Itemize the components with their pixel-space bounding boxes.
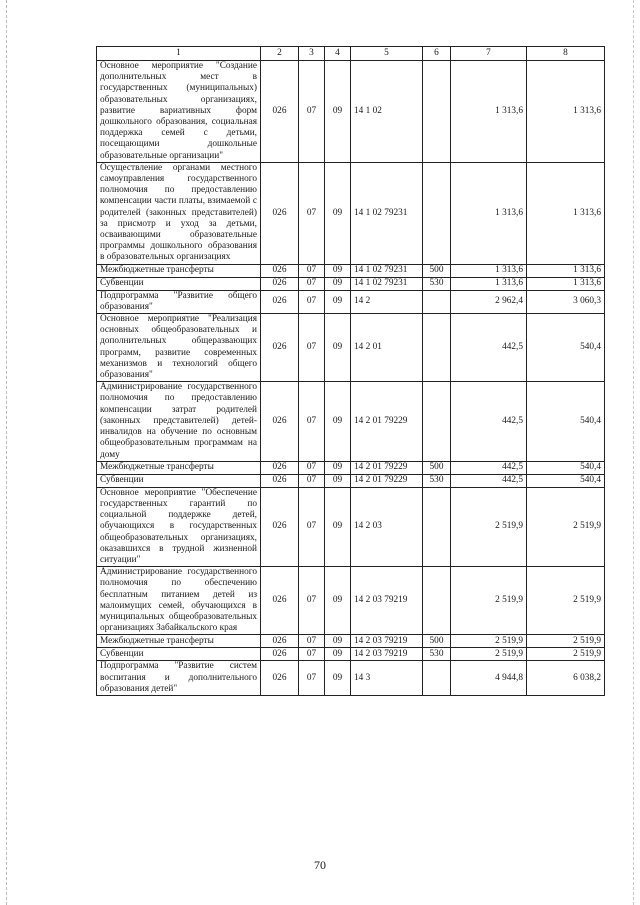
row-name: Субвенции <box>97 474 261 487</box>
row-name: Межбюджетные трансферты <box>97 461 261 474</box>
row-name: Субвенции <box>97 648 261 661</box>
row-section-code: 07 <box>299 264 325 277</box>
row-subsection-code: 09 <box>325 61 351 163</box>
row-amount-col8: 2 519,9 <box>527 567 605 635</box>
row-ministry-code: 026 <box>261 290 299 313</box>
row-expense-type <box>423 61 451 163</box>
row-amount-col7: 2 519,9 <box>451 567 527 635</box>
row-ministry-code: 026 <box>261 635 299 648</box>
row-name: Основное мероприятие "Обеспечение государственных гарантий по социальной поддержке детей, обучающихся в государственных общеобразовательных организациях, оказавшихся в трудной жизненной ситуации" <box>97 487 261 566</box>
row-ministry-code: 026 <box>261 314 299 382</box>
row-amount-col7: 1 313,6 <box>451 162 527 264</box>
row-name: Основное мероприятие "Создание дополнительных мест в государственных (муниципальных) образовательных организациях, развитие вариативных форм дошкольного образования, социальная поддержка семей с детьми, посещающими дошкольные образовательные организации" <box>97 61 261 163</box>
row-name: Администрирование государственного полномочия по обеспечению бесплатным питанием детей из малоимущих семей, обучающихся в муниципальных общеобразовательных организациях Забайкальского края <box>97 567 261 635</box>
row-target-article: 14 2 03 79219 <box>351 648 423 661</box>
row-subsection-code: 09 <box>325 264 351 277</box>
table-row <box>97 567 605 635</box>
row-section-code: 07 <box>299 567 325 635</box>
row-amount-col8: 540,4 <box>527 314 605 382</box>
row-expense-type: 500 <box>423 461 451 474</box>
scan-edge-left <box>6 0 7 905</box>
row-name: Администрирование государственного полномочия по предоставлению компенсации затрат родителей (законных представителей) детей-инвалидов на обучение по основным общеобразовательным программам на дому <box>97 382 261 461</box>
budget-table <box>96 46 605 696</box>
row-subsection-code: 09 <box>325 661 351 696</box>
row-target-article: 14 2 03 <box>351 487 423 566</box>
table-header-row <box>97 47 605 61</box>
row-amount-col7: 2 962,4 <box>451 290 527 313</box>
row-amount-col8: 6 038,2 <box>527 661 605 696</box>
table-row <box>97 635 605 648</box>
row-subsection-code: 09 <box>325 648 351 661</box>
row-expense-type <box>423 162 451 264</box>
row-expense-type <box>423 382 451 461</box>
row-section-code: 07 <box>299 487 325 566</box>
row-section-code: 07 <box>299 382 325 461</box>
table-row <box>97 487 605 566</box>
row-name: Субвенции <box>97 277 261 290</box>
table-row <box>97 648 605 661</box>
row-amount-col8: 2 519,9 <box>527 648 605 661</box>
row-amount-col8: 2 519,9 <box>527 487 605 566</box>
row-name: Основное мероприятие "Реализация основных общеобразовательных и дополнительных общеразвающих программ, развитие современных механизмов и технологий общего образования" <box>97 314 261 382</box>
row-section-code: 07 <box>299 661 325 696</box>
table-row <box>97 474 605 487</box>
row-section-code: 07 <box>299 648 325 661</box>
row-expense-type: 500 <box>423 264 451 277</box>
row-subsection-code: 09 <box>325 474 351 487</box>
row-amount-col8: 540,4 <box>527 461 605 474</box>
header-col-8: 8 <box>527 47 605 61</box>
row-name: Подпрограмма "Развитие общего образования" <box>97 290 261 313</box>
row-target-article: 14 2 03 79219 <box>351 635 423 648</box>
row-amount-col8: 2 519,9 <box>527 635 605 648</box>
row-ministry-code: 026 <box>261 474 299 487</box>
row-amount-col7: 2 519,9 <box>451 635 527 648</box>
row-ministry-code: 026 <box>261 461 299 474</box>
row-expense-type <box>423 314 451 382</box>
row-expense-type <box>423 290 451 313</box>
row-target-article: 14 3 <box>351 661 423 696</box>
row-subsection-code: 09 <box>325 162 351 264</box>
row-amount-col7: 1 313,6 <box>451 277 527 290</box>
row-ministry-code: 026 <box>261 661 299 696</box>
row-section-code: 07 <box>299 461 325 474</box>
page-number: 70 <box>314 858 326 872</box>
row-amount-col7: 442,5 <box>451 474 527 487</box>
row-target-article: 14 2 03 79219 <box>351 567 423 635</box>
row-ministry-code: 026 <box>261 648 299 661</box>
row-target-article: 14 2 01 79229 <box>351 474 423 487</box>
header-col-6: 6 <box>423 47 451 61</box>
row-expense-type <box>423 567 451 635</box>
row-amount-col8: 1 313,6 <box>527 162 605 264</box>
row-amount-col7: 442,5 <box>451 382 527 461</box>
row-expense-type: 500 <box>423 635 451 648</box>
row-amount-col7: 4 944,8 <box>451 661 527 696</box>
row-ministry-code: 026 <box>261 487 299 566</box>
row-amount-col8: 540,4 <box>527 474 605 487</box>
row-subsection-code: 09 <box>325 277 351 290</box>
row-name: Осуществление органами местного самоуправления государственного полномочия по предоставлению компенсации части платы, взимаемой с родителей (законных представителей) за присмотр и уход за детьми, осваивающими образовательные программы дошкольного образования в образовательных организациях <box>97 162 261 264</box>
header-col-2: 2 <box>261 47 299 61</box>
row-section-code: 07 <box>299 61 325 163</box>
row-ministry-code: 026 <box>261 277 299 290</box>
row-section-code: 07 <box>299 635 325 648</box>
row-name: Межбюджетные трансферты <box>97 264 261 277</box>
row-subsection-code: 09 <box>325 290 351 313</box>
row-amount-col7: 442,5 <box>451 461 527 474</box>
row-expense-type: 530 <box>423 474 451 487</box>
row-section-code: 07 <box>299 290 325 313</box>
table-row <box>97 661 605 696</box>
row-ministry-code: 026 <box>261 61 299 163</box>
row-expense-type <box>423 487 451 566</box>
row-section-code: 07 <box>299 314 325 382</box>
row-target-article: 14 1 02 <box>351 61 423 163</box>
row-target-article: 14 1 02 79231 <box>351 162 423 264</box>
row-subsection-code: 09 <box>325 487 351 566</box>
row-subsection-code: 09 <box>325 567 351 635</box>
row-target-article: 14 2 01 79229 <box>351 382 423 461</box>
row-name: Межбюджетные трансферты <box>97 635 261 648</box>
row-amount-col8: 1 313,6 <box>527 264 605 277</box>
header-col-3: 3 <box>299 47 325 61</box>
table-row <box>97 162 605 264</box>
row-subsection-code: 09 <box>325 635 351 648</box>
row-amount-col8: 3 060,3 <box>527 290 605 313</box>
header-col-4: 4 <box>325 47 351 61</box>
row-amount-col8: 1 313,6 <box>527 61 605 163</box>
row-target-article: 14 1 02 79231 <box>351 277 423 290</box>
table-row <box>97 61 605 163</box>
table-row <box>97 382 605 461</box>
table-row <box>97 461 605 474</box>
header-col-1: 1 <box>97 47 261 61</box>
row-section-code: 07 <box>299 162 325 264</box>
row-section-code: 07 <box>299 474 325 487</box>
row-section-code: 07 <box>299 277 325 290</box>
row-name: Подпрограмма "Развитие систем воспитания и дополнительного образования детей" <box>97 661 261 696</box>
header-col-7: 7 <box>451 47 527 61</box>
row-amount-col7: 442,5 <box>451 314 527 382</box>
row-subsection-code: 09 <box>325 461 351 474</box>
table-row <box>97 314 605 382</box>
row-ministry-code: 026 <box>261 264 299 277</box>
row-amount-col7: 2 519,9 <box>451 648 527 661</box>
row-ministry-code: 026 <box>261 382 299 461</box>
row-target-article: 14 2 01 <box>351 314 423 382</box>
header-col-5: 5 <box>351 47 423 61</box>
row-target-article: 14 2 <box>351 290 423 313</box>
row-ministry-code: 026 <box>261 567 299 635</box>
scan-edge-right <box>633 0 634 905</box>
row-amount-col7: 1 313,6 <box>451 264 527 277</box>
row-subsection-code: 09 <box>325 382 351 461</box>
table-row <box>97 277 605 290</box>
row-subsection-code: 09 <box>325 314 351 382</box>
row-ministry-code: 026 <box>261 162 299 264</box>
table-row <box>97 264 605 277</box>
row-amount-col8: 1 313,6 <box>527 277 605 290</box>
row-expense-type: 530 <box>423 648 451 661</box>
table-row <box>97 290 605 313</box>
row-expense-type <box>423 661 451 696</box>
row-amount-col8: 540,4 <box>527 382 605 461</box>
row-amount-col7: 2 519,9 <box>451 487 527 566</box>
row-amount-col7: 1 313,6 <box>451 61 527 163</box>
row-expense-type: 530 <box>423 277 451 290</box>
row-target-article: 14 2 01 79229 <box>351 461 423 474</box>
row-target-article: 14 1 02 79231 <box>351 264 423 277</box>
